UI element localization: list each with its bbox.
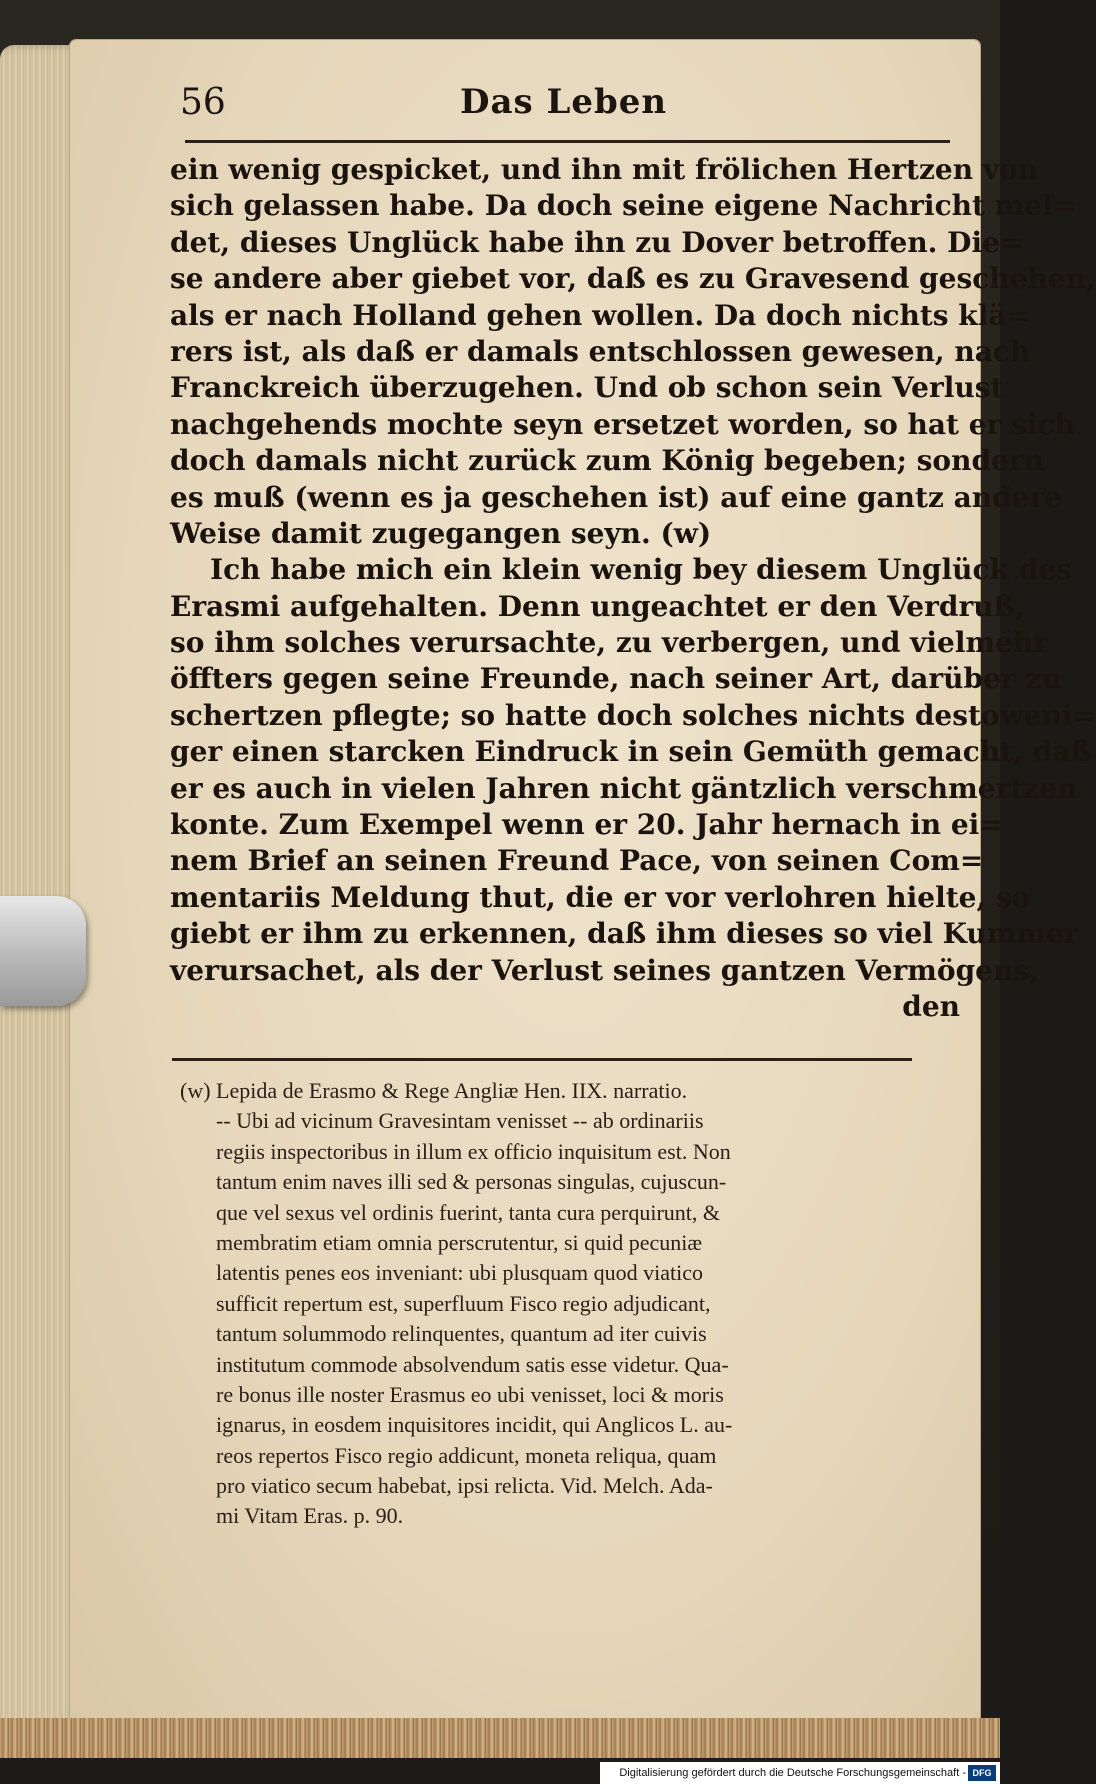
footnote-line: que vel sexus vel ordinis fuerint, tanta cura perquirunt, & xyxy=(216,1199,721,1225)
footnote-line: sufficit repertum est, superfluum Fisco regio adjudicant, xyxy=(216,1290,711,1316)
running-title: Das Leben xyxy=(460,82,668,122)
footnote-line: re bonus ille noster Erasmus eo ubi venisset, loci & moris xyxy=(216,1381,724,1407)
book-bottom-edge xyxy=(0,1718,1000,1758)
footnote-line: -- Ubi ad vicinum Gravesintam venisset -- ab ordinariis xyxy=(216,1108,704,1134)
dfg-logo: DFG xyxy=(968,1765,996,1781)
footnote-line: (w) Lepida de Erasmo & Rege Angliæ Hen. IIX. narratio. xyxy=(180,1078,688,1103)
text-line: det, dieses Unglück habe ihn zu Dover betroffen. Die= xyxy=(170,225,1024,259)
text-line: ger einen starcken Eindruck in sein Gemüth gemacht, daß xyxy=(170,735,1092,769)
text-line: sich gelassen habe. Da doch seine eigene Nachricht mel= xyxy=(170,189,1077,223)
footnote-line: reos repertos Fisco regio addicunt, moneta reliqua, quam xyxy=(216,1442,717,1468)
text-line: mentariis Meldung thut, die er vor verlohren hielte, so xyxy=(170,880,1031,914)
footnote-line: ignarus, in eosdem inquisitores incidit, qui Anglicos L. au- xyxy=(216,1412,733,1438)
catchword: den xyxy=(902,989,960,1023)
page-number: 56 xyxy=(180,82,226,123)
text-line: se andere aber giebet vor, daß es zu Gravesend geschehen, xyxy=(170,262,1096,296)
footnote-block xyxy=(180,1076,950,1532)
text-line: als er nach Holland gehen wollen. Da doch nichts klä= xyxy=(170,298,1030,332)
text-line: verursachet, als der Verlust seines gantzen Vermögens, xyxy=(170,953,1039,987)
text-line: nachgehends mochte seyn ersetzet worden, so hat er sich xyxy=(170,407,1075,441)
text-line: Ich habe mich ein klein wenig bey diesem Unglück des xyxy=(210,553,1072,587)
text-line: Erasmi aufgehalten. Denn ungeachtet er den Verdruß, xyxy=(170,589,1025,623)
text-line: öffters gegen seine Freunde, nach seiner Art, darüber zu xyxy=(170,662,1062,696)
text-line: konte. Zum Exempel wenn er 20. Jahr hernach in ei= xyxy=(170,808,1003,842)
main-text xyxy=(170,152,1096,1025)
page-clip xyxy=(0,896,86,1006)
text-line: doch damals nicht zurück zum König begeben; sondern xyxy=(170,444,1044,478)
footnote-line: tantum enim naves illi sed & personas singulas, cujuscun- xyxy=(216,1169,727,1195)
footnote-line: latentis penes eos inveniant: ubi plusquam quod viatico xyxy=(216,1260,703,1286)
footnote-rule xyxy=(172,1058,912,1061)
text-line: nem Brief an seinen Freund Pace, von seinen Com= xyxy=(170,844,984,878)
text-line: giebt er ihm zu erkennen, daß ihm dieses so viel Kummer xyxy=(170,917,1079,951)
footnote-line: tantum solummodo relinquentes, quantum ad iter cuivis xyxy=(216,1321,707,1347)
footnote-line: mi Vitam Eras. p. 90. xyxy=(216,1503,404,1529)
text-line: rers ist, als daß er damals entschlossen gewesen, nach xyxy=(170,334,1031,368)
footnote-line: pro viatico secum habebat, ipsi relicta. Vid. Melch. Ada- xyxy=(216,1473,713,1499)
footnote-line: regiis inspectoribus in illum ex officio inquisitum est. Non xyxy=(216,1138,731,1164)
digitization-credit: Digitalisierung gefördert durch die Deutsche Forschungsgemeinschaft - xyxy=(600,1762,1000,1784)
text-line: ein wenig gespicket, und ihn mit frölichen Hertzen von xyxy=(170,153,1039,186)
text-line: Franckreich überzugehen. Und ob schon sein Verlust xyxy=(170,371,1004,405)
text-line: so ihm solches verursachte, zu verbergen, und vielmehr xyxy=(170,626,1049,660)
text-line: schertzen pflegte; so hatte doch solches nichts destoweni= xyxy=(170,698,1096,732)
text-line: es muß (wenn es ja geschehen ist) auf eine gantz andere xyxy=(170,480,1063,514)
running-head xyxy=(180,82,900,132)
text-line: Weise damit zugegangen seyn. (w) xyxy=(170,516,712,550)
footnote-line: membratim etiam omnia perscrutentur, si quid pecuniæ xyxy=(216,1229,703,1255)
text-line: er es auch in vielen Jahren nicht gäntzlich verschmertzen xyxy=(170,771,1078,805)
footnote-line: institutum commode absolvendum satis esse videtur. Qua- xyxy=(216,1351,729,1377)
header-rule xyxy=(185,140,950,143)
